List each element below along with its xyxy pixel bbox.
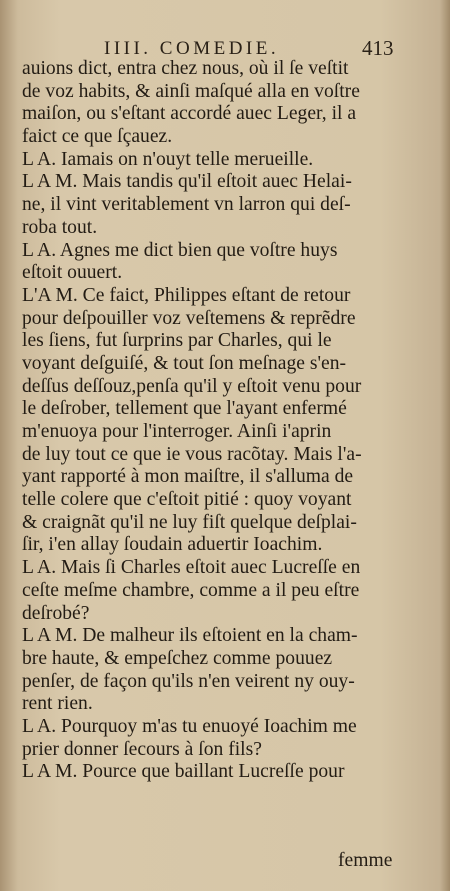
text-line: pour deſpouiller voz veſtemens & reprẽdre <box>22 307 356 329</box>
catchword: femme <box>338 850 393 871</box>
text-line: L A M. Pource que baillant Lucreſſe pour <box>22 761 345 783</box>
text-line: eſtoit ouuert. <box>22 262 123 284</box>
page-number: 413 <box>362 36 394 60</box>
text-line: deſſus deſſouz,penſa qu'il y eſtoit venu pour <box>22 375 362 397</box>
text-line: yant rapporté à mon maiſtre, il s'alluma de <box>22 466 354 488</box>
text-line: les ſiens, fut ſurprins par Charles, qui le <box>22 330 332 352</box>
text-line: maiſon, ou s'eſtant accordé auec Leger, il a <box>22 103 357 125</box>
text-line: prier donner ſecours à ſon fils? <box>22 738 262 760</box>
text-line: L'A M. Ce faict, Philippes eſtant de retour <box>22 284 351 306</box>
text-line: bre haute, & empeſchez comme pouuez <box>22 647 333 669</box>
text-line: L A M. Mais tandis qu'il eſtoit auec Helai- <box>22 171 352 193</box>
text-line: auions dict, entra chez nous, où il ſe veſtit <box>22 58 349 79</box>
text-line: & craignãt qu'il ne luy fiſt quelque deſplai- <box>22 511 357 533</box>
body-text <box>22 58 402 784</box>
text-line: penſer, de façon qu'ils n'en veirent ny ouy- <box>22 670 355 692</box>
text-line: L A. Pourquoy m'as tu enuoyé Ioachim me <box>22 715 357 737</box>
text-line: ſir, i'en allay ſoudain aduertir Ioachim. <box>22 534 323 556</box>
text-line: L A. Iamais on n'ouyt telle merueille. <box>22 148 314 170</box>
text-line: L A. Mais ſi Charles eſtoit auec Lucreſſe en <box>22 557 361 579</box>
text-line: de voz habits, & ainſi maſqué alla en voſtre <box>22 80 360 102</box>
running-head: IIII. COMEDIE. <box>104 38 280 59</box>
text-line: L A M. De malheur ils eſtoient en la cham- <box>22 625 358 647</box>
text-line: m'enuoya pour l'interroger. Ainſi i'aprin <box>22 421 332 442</box>
text-line: voyant deſguiſé, & tout ſon meſnage s'en- <box>22 352 347 374</box>
text-line: telle colere que c'eſtoit pitié : quoy voyant <box>22 489 352 511</box>
text-line: rent rien. <box>22 693 93 715</box>
text-line: le deſrober, tellement que l'ayant enfermé <box>22 398 347 420</box>
text-line: ne, il vint veritablement vn larron qui deſ- <box>22 194 351 216</box>
text-line: deſrobé? <box>22 602 90 624</box>
text-line: roba tout. <box>22 216 98 238</box>
text-line: L A. Agnes me dict bien que voſtre huys <box>22 239 338 261</box>
text-line: ceſte meſme chambre, comme a il peu eſtre <box>22 579 360 601</box>
text-line: de luy tout ce que ie vous racõtay. Mais l'a- <box>22 443 362 465</box>
text-line: faict ce que ſçauez. <box>22 126 173 148</box>
page-header <box>0 32 450 60</box>
